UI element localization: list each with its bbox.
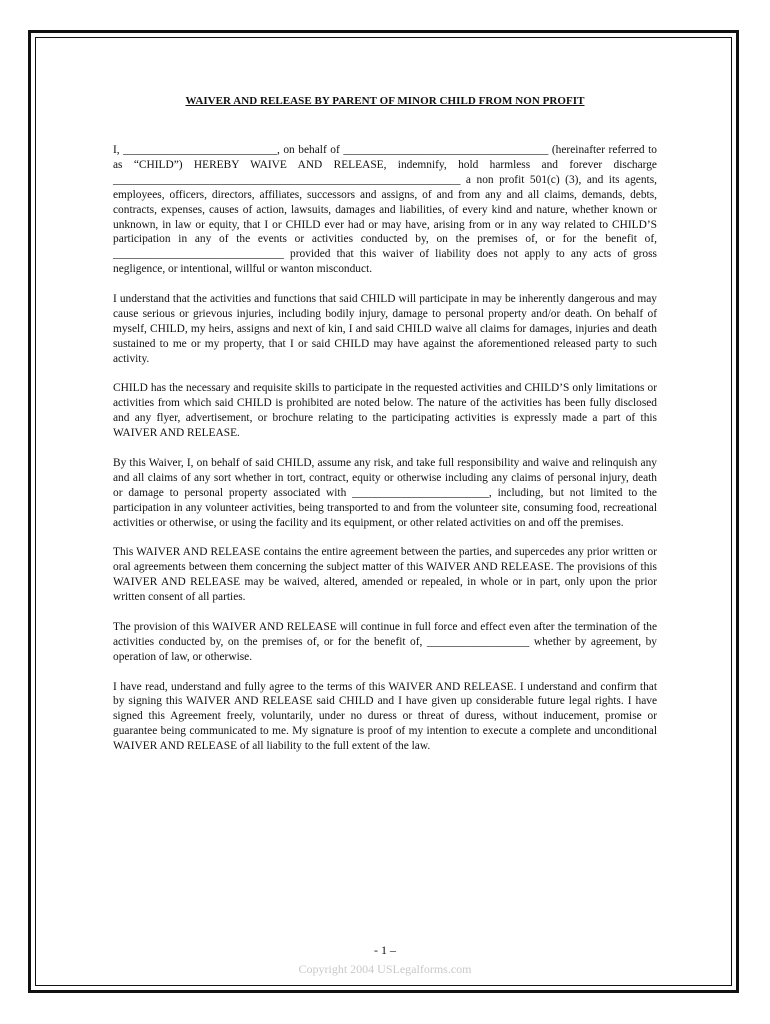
paragraph-risk-acknowledgement: I understand that the activities and functions that said CHILD will participate in may be inherently dangerous and may cause serious or grievous injuries, including bodily injury, damage to personal property and/or death. On behalf of myself, CHILD, my heirs, assigns and next of kin, I and said CHILD waive all claims for damages, injuries and death sustained to me or my property, that I or said CHILD may have against the aforementioned released party to such activity. <box>113 293 657 365</box>
paragraph-child-skills: CHILD has the necessary and requisite skills to participate in the requested activities and CHILD’S only limitations or activities from which said CHILD is prohibited are noted below. The nature of the activities has been fully disclosed and any flyer, advertisement, or brochure relating to the participating activities is expressly made a part of this WAIVER AND RELEASE. <box>113 382 657 440</box>
paragraph-acknowledgement: I have read, understand and fully agree to the terms of this WAIVER AND RELEASE. I understand and confirm that by signing this WAIVER AND RELEASE said CHILD and I have given up considerable future legal rights. I have signed this Agreement freely, voluntarily, under no duress or threat of duress, without inducement, promise or guarantee being communicated to me. My signature is proof of my intention to execute a complete and unconditional WAIVER AND RELEASE of all liability to the full extent of the law. <box>113 680 657 753</box>
page-number: - 1 – <box>374 943 396 957</box>
paragraph-entire-agreement: This WAIVER AND RELEASE contains the entire agreement between the parties, and supercedes any prior written or oral agreements between them concerning the subject matter of this WAIVER AND RELEASE. The provisions of this WAIVER AND RELEASE may be waived, altered, amended or repealed, in whole or in part, only upon the prior written consent of all parties. <box>113 546 657 604</box>
paragraph-assumption-of-risk: By this Waiver, I, on behalf of said CHILD, assume any risk, and take full responsibility and waive and relinquish any and all claims of any sort whether in tort, contract, equity or otherwise including any claims of personal injury, death or damage to personal property associated with ________________________, including, but not limited to the participation in any volunteer activities, being transported to and from the volunteer site, consuming food, recreational activities or otherwise, or using the facility and its equipment, or other related activities on and off the premises. <box>113 456 657 529</box>
paragraph-continuation: The provision of this WAIVER AND RELEASE will continue in full force and effect even after the termination of the activities conducted by, on the premises of, or for the benefit of, __________________ whether by agreement, by operation of law, or otherwise. <box>113 620 657 663</box>
document-body <box>113 143 657 769</box>
copyright-notice: Copyright 2004 USLegalforms.com <box>298 962 472 976</box>
document-title: WAIVER AND RELEASE BY PARENT OF MINOR CHILD FROM NON PROFIT <box>185 95 585 107</box>
paragraph-release-clause: I, ___________________________, on behalf of ____________________________________ (hereinafter referred to as “CHILD”) HEREBY WAIVE AND RELEASE, indemnify, hold harmless and forever discharge _____________________________________________________________ a non profit 501(c) (3), and its agents, employees, officers, directors, affiliates, successors and assigns, of and from any and all claims, demands, debts, contracts, expenses, causes of action, lawsuits, damages and liabilities, of every kind and nature, whether known or unknown, in law or equity, that I or CHILD ever had or may have, arising from or in any way related to CHILD’S participation in any of the events or activities conducted by, on the premises of, or for the benefit of, ______________________________ provided that this waiver of liability does not apply to any acts of gross negligence, or intentional, willful or wanton misconduct. <box>113 144 657 276</box>
